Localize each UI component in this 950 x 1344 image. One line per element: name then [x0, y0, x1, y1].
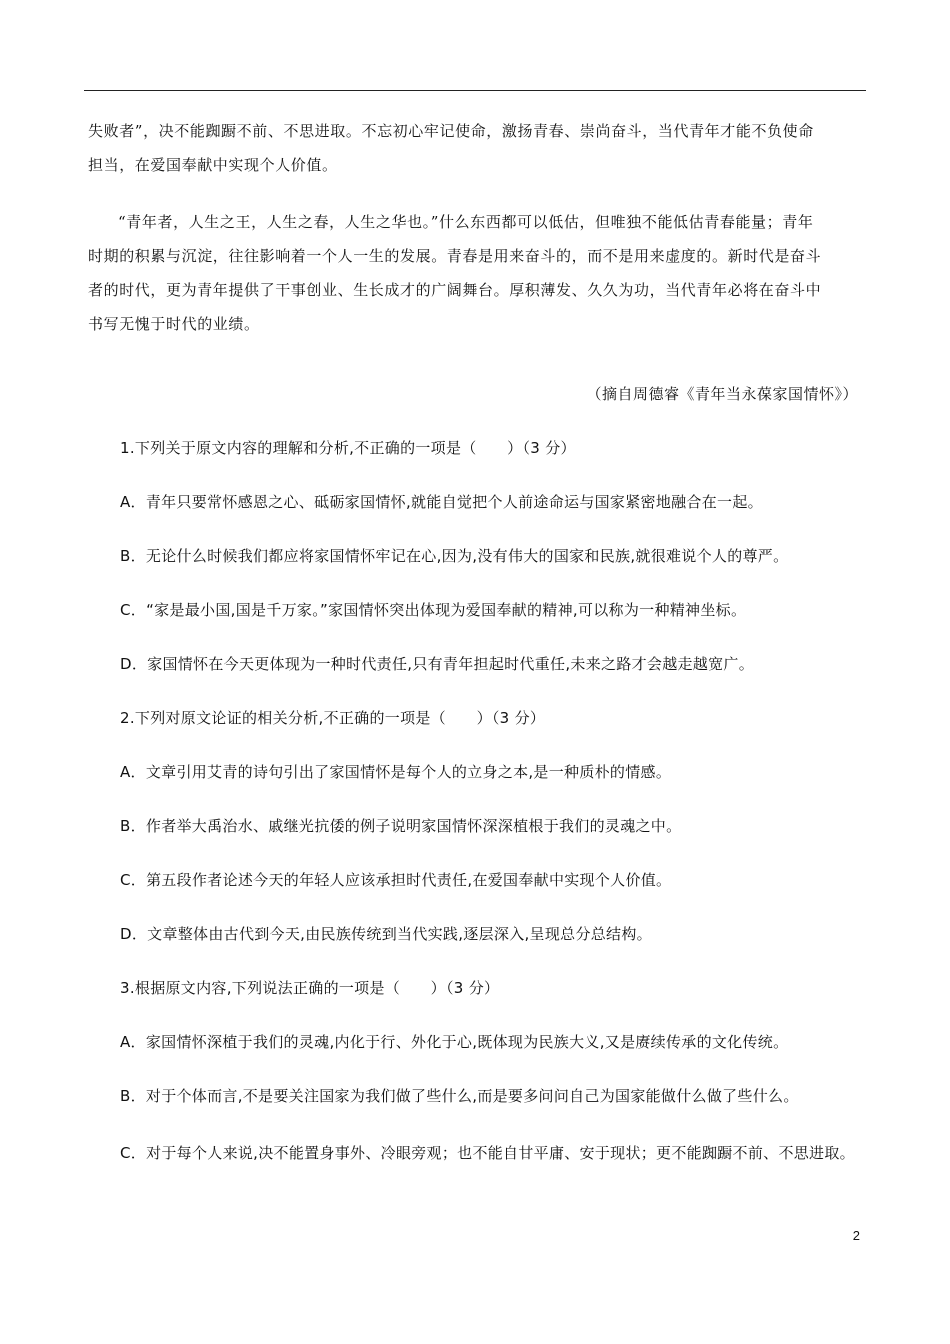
passage-continued: [88, 114, 860, 182]
page-number: 2: [852, 1228, 860, 1243]
passage-line: 书写无愧于时代的业绩。: [88, 315, 260, 333]
question-2-option-a: A．文章引用艾青的诗句引出了家国情怀是每个人的立身之本,是一种质朴的情感。: [120, 763, 672, 781]
question-2-stem: 2.下列对原文论证的相关分析,不正确的一项是（ ）（3 分）: [120, 709, 546, 727]
question-1-option-d: D．家国情怀在今天更体现为一种时代责任,只有青年担起时代重任,未来之路才会越走越宽广。: [120, 655, 754, 673]
question-2-option-c: C．第五段作者论述今天的年轻人应该承担时代责任,在爱国奉献中实现个人价值。: [120, 871, 672, 889]
passage-line: 者的时代，更为青年提供了干事创业、生长成才的广阔舞台。厚积薄发、久久为功，当代青年必将在奋斗中: [88, 281, 822, 299]
question-3-option-b: B．对于个体而言,不是要关注国家为我们做了些什么,而是要多问问自己为国家能做什么做了些什么。: [120, 1087, 799, 1105]
question-1-option-a: A．青年只要常怀感恩之心、砥砺家国情怀,就能自觉把个人前途命运与国家紧密地融合在一起。: [120, 493, 763, 511]
passage-line: 时期的积累与沉淀，往往影响着一个人一生的发展。青春是用来奋斗的，而不是用来虚度的。新时代是奋斗: [88, 247, 822, 265]
question-3-option-c: C．对于每个人来说,决不能置身事外、冷眼旁观；也不能自甘平庸、安于现状；更不能踟蹰不前、不思进取。: [120, 1144, 855, 1162]
question-2-option-b: B．作者举大禹治水、戚继光抗倭的例子说明家国情怀深深植根于我们的灵魂之中。: [120, 817, 682, 835]
passage-paragraph: [88, 205, 860, 341]
passage-line: “青年者，人生之王，人生之春，人生之华也。”什么东西都可以低估，但唯独不能低估青春能量；青年: [118, 213, 814, 231]
passage-line: 失败者”，决不能踟蹰不前、不思进取。不忘初心牢记使命，激扬青春、崇尚奋斗，当代青年才能不负使命: [88, 122, 814, 140]
question-2-option-d: D．文章整体由古代到今天,由民族传统到当代实践,逐层深入,呈现总分总结构。: [120, 925, 652, 943]
header-rule: [84, 90, 866, 91]
question-1-option-c: C．“家是最小国,国是千万家。”家国情怀突出体现为爱国奉献的精神,可以称为一种精神坐标。: [120, 601, 747, 619]
passage-source: （摘自周德睿《青年当永葆家国情怀》）: [586, 385, 858, 403]
question-1-option-b: B．无论什么时候我们都应将家国情怀牢记在心,因为,没有伟大的国家和民族,就很难说个人的尊严。: [120, 547, 789, 565]
question-3-option-a: A．家国情怀深植于我们的灵魂,内化于行、外化于心,既体现为民族大义,又是赓续传承的文化传统。: [120, 1033, 789, 1051]
question-3-stem: 3.根据原文内容,下列说法正确的一项是（ ）（3 分）: [120, 979, 500, 997]
passage-line: 担当，在爱国奉献中实现个人价值。: [88, 156, 338, 174]
question-1-stem: 1.下列关于原文内容的理解和分析,不正确的一项是（ ）（3 分）: [120, 439, 576, 457]
